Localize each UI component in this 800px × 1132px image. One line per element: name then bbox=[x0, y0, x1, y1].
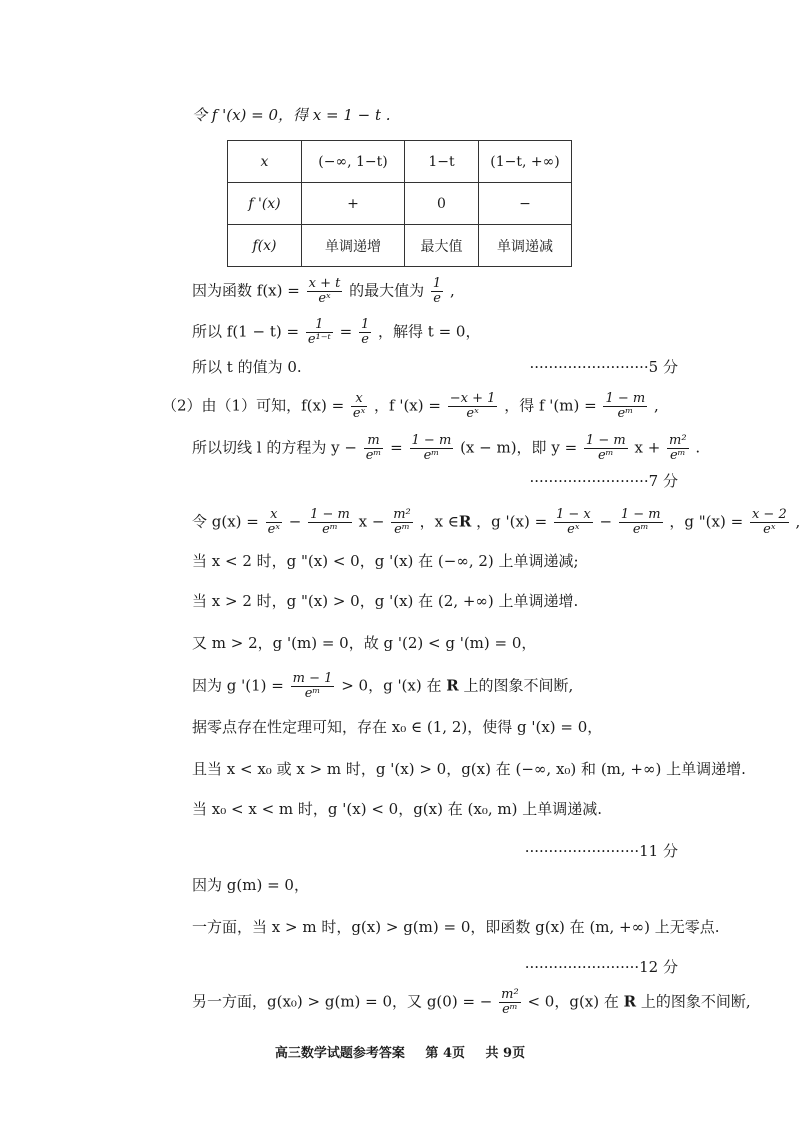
text-segment: x + bbox=[634, 438, 661, 457]
fraction bbox=[499, 988, 521, 1017]
text-segment: 因为函数 f(x) = bbox=[192, 281, 300, 300]
numerator: 1 − m bbox=[620, 507, 661, 522]
fraction bbox=[307, 277, 343, 306]
numerator: x bbox=[266, 508, 282, 523]
numerator: x − 2 bbox=[751, 507, 787, 522]
text-segment: , bbox=[449, 281, 455, 300]
fraction bbox=[359, 318, 371, 347]
footer-page: 第 4页 bbox=[425, 1046, 465, 1061]
table-cell: f '(x) bbox=[228, 183, 302, 225]
footer-total: 共 9页 bbox=[485, 1046, 526, 1061]
footer-title: 高三数学试题参考答案 bbox=[274, 1046, 405, 1061]
text-segment: （2）由（1）可知，f(x) = bbox=[162, 396, 345, 415]
numerator: m − 1 bbox=[292, 671, 333, 686]
denominator: eˣ bbox=[352, 406, 366, 421]
text-line: 一方面，当 x > m 时，g(x) > g(m) = 0，即函数 g(x) 在 (m, +∞) 上无零点. bbox=[192, 918, 720, 936]
reals-symbol: R bbox=[623, 992, 637, 1011]
table-cell: 单调递减 bbox=[479, 225, 572, 267]
table-cell: 0 bbox=[405, 183, 479, 225]
text-segment: 令 g(x) = bbox=[192, 512, 259, 531]
table-cell: (1−t, +∞) bbox=[479, 141, 572, 183]
text-line bbox=[192, 988, 751, 1017]
denominator: eˣ bbox=[267, 522, 280, 537]
denominator: e bbox=[361, 332, 369, 347]
denominator: eˣ bbox=[763, 522, 776, 537]
variation-table bbox=[227, 140, 572, 267]
fraction bbox=[448, 392, 498, 421]
text-segment: 所以切线 l 的方程为 y − bbox=[192, 438, 357, 457]
text-segment: − bbox=[599, 512, 613, 531]
numerator: m² bbox=[393, 507, 411, 522]
fraction bbox=[266, 508, 282, 537]
text-line: 当 x₀ < x < m 时，g '(x) < 0，g(x) 在 (x₀, m) 上单调递减. bbox=[192, 800, 602, 818]
text-segment: . bbox=[695, 438, 701, 457]
text-line: 当 x < 2 时，g "(x) < 0，g '(x) 在 (−∞, 2) 上单调递减; bbox=[192, 552, 579, 570]
text-segment: 上的图象不间断, bbox=[640, 992, 751, 1011]
denominator: eᵐ bbox=[365, 448, 382, 463]
score-marker: ························12 分 bbox=[524, 958, 678, 976]
numerator: 1 − m bbox=[310, 507, 350, 522]
text-segment: x − bbox=[358, 512, 385, 531]
fraction bbox=[667, 434, 689, 463]
text-line: 所以 t 的值为 0. bbox=[192, 358, 302, 376]
table-cell: + bbox=[302, 183, 405, 225]
table-row bbox=[228, 225, 572, 267]
text-segment: ，x ∈ bbox=[419, 512, 459, 531]
table-cell: x bbox=[228, 141, 302, 183]
text-segment: 所以 f(1 − t) = bbox=[192, 322, 300, 341]
table-row bbox=[228, 183, 572, 225]
table-cell: − bbox=[479, 183, 572, 225]
text-line: 因为 g(m) = 0， bbox=[192, 876, 309, 894]
table-cell: 1−t bbox=[405, 141, 479, 183]
table-cell: 单调递增 bbox=[302, 225, 405, 267]
text-line bbox=[192, 277, 455, 306]
score-marker: ························11 分 bbox=[524, 842, 678, 860]
fraction bbox=[619, 508, 663, 537]
text-line: 据零点存在性定理可知，存在 x₀ ∈ (1, 2)，使得 g '(x) = 0， bbox=[192, 718, 603, 736]
text-line bbox=[192, 672, 573, 701]
text-segment: < 0，g(x) 在 bbox=[527, 992, 619, 1011]
fraction bbox=[554, 508, 593, 537]
denominator: eᵐ bbox=[502, 1002, 518, 1017]
fraction bbox=[410, 434, 454, 463]
numerator: 1 − m bbox=[411, 433, 452, 448]
text-segment: = bbox=[390, 438, 403, 457]
denominator: e¹⁻ᵗ bbox=[307, 332, 331, 347]
fraction bbox=[351, 392, 367, 421]
fraction bbox=[584, 434, 628, 463]
text-line: 且当 x < x₀ 或 x > m 时，g '(x) > 0，g(x) 在 (−∞, x₀) 和 (m, +∞) 上单调递增. bbox=[192, 760, 746, 778]
numerator: 1 − x bbox=[555, 507, 591, 522]
text-segment: 上的图象不间断, bbox=[463, 676, 574, 695]
text-segment: (x − m)，即 y = bbox=[460, 438, 578, 457]
text-segment: 另一方面，g(x₀) > g(m) = 0，又 g(0) = − bbox=[192, 992, 493, 1011]
text-segment: ，解得 t = 0， bbox=[378, 322, 481, 341]
text-line bbox=[192, 318, 480, 347]
numerator: 1 − m bbox=[605, 391, 646, 406]
table-cell: 最大值 bbox=[405, 225, 479, 267]
text-segment: ，g '(x) = bbox=[476, 512, 548, 531]
numerator: 1 bbox=[432, 276, 442, 291]
text-line bbox=[162, 392, 659, 421]
fraction bbox=[431, 277, 443, 306]
denominator: eᵐ bbox=[597, 448, 614, 463]
table-cell: f(x) bbox=[228, 225, 302, 267]
fraction bbox=[750, 508, 789, 537]
denominator: eˣ bbox=[466, 406, 479, 421]
numerator: m² bbox=[669, 433, 687, 448]
reals-symbol: R bbox=[446, 676, 459, 695]
numerator: x bbox=[351, 392, 367, 407]
numerator: 1 − m bbox=[585, 433, 626, 448]
text-segment: 因为 g '(1) = bbox=[192, 676, 284, 695]
table-row bbox=[228, 141, 572, 183]
text-segment: ，f '(x) = bbox=[374, 396, 441, 415]
fraction bbox=[603, 392, 647, 421]
denominator: eᵐ bbox=[423, 448, 440, 463]
fraction bbox=[391, 508, 413, 537]
score-marker: ·························7 分 bbox=[529, 472, 678, 490]
denominator: eᵐ bbox=[669, 448, 686, 463]
denominator: eˣ bbox=[318, 291, 331, 306]
text-line: 当 x > 2 时，g "(x) > 0，g '(x) 在 (2, +∞) 上单调递增. bbox=[192, 592, 579, 610]
text-segment: = bbox=[339, 322, 353, 341]
page-footer bbox=[0, 1042, 800, 1061]
text-segment: ，得 f '(m) = bbox=[504, 396, 597, 415]
text-segment: , bbox=[795, 512, 800, 531]
denominator: eᵐ bbox=[394, 522, 410, 537]
text-segment: − bbox=[288, 512, 302, 531]
text-line: 又 m > 2，g '(m) = 0，故 g '(2) < g '(m) = 0， bbox=[192, 634, 537, 652]
numerator: m bbox=[364, 434, 384, 449]
text-segment: ，g "(x) = bbox=[669, 512, 744, 531]
numerator: 1 bbox=[360, 317, 370, 332]
text-segment: > 0，g '(x) 在 bbox=[341, 676, 442, 695]
denominator: eᵐ bbox=[322, 522, 338, 537]
numerator: −x + 1 bbox=[449, 391, 496, 406]
score-marker: ·························5 分 bbox=[529, 358, 678, 376]
text-segment: 的最大值为 bbox=[349, 281, 425, 300]
fraction bbox=[306, 318, 333, 347]
fraction bbox=[364, 434, 384, 463]
text-segment: , bbox=[654, 396, 659, 415]
denominator: eᵐ bbox=[304, 686, 321, 701]
fraction bbox=[291, 672, 335, 701]
text-line bbox=[192, 434, 700, 463]
numerator: x + t bbox=[308, 276, 341, 291]
denominator: eˣ bbox=[567, 522, 580, 537]
denominator: e bbox=[433, 291, 441, 306]
table-cell: (−∞, 1−t) bbox=[302, 141, 405, 183]
text-line bbox=[192, 508, 800, 537]
denominator: eᵐ bbox=[617, 406, 634, 421]
numerator: m² bbox=[501, 987, 519, 1002]
fraction bbox=[308, 508, 352, 537]
text-line: 令 f '(x) = 0，得 x = 1 − t . bbox=[192, 106, 391, 124]
denominator: eᵐ bbox=[632, 522, 649, 537]
numerator: 1 bbox=[306, 318, 333, 333]
reals-symbol: R bbox=[458, 512, 472, 531]
